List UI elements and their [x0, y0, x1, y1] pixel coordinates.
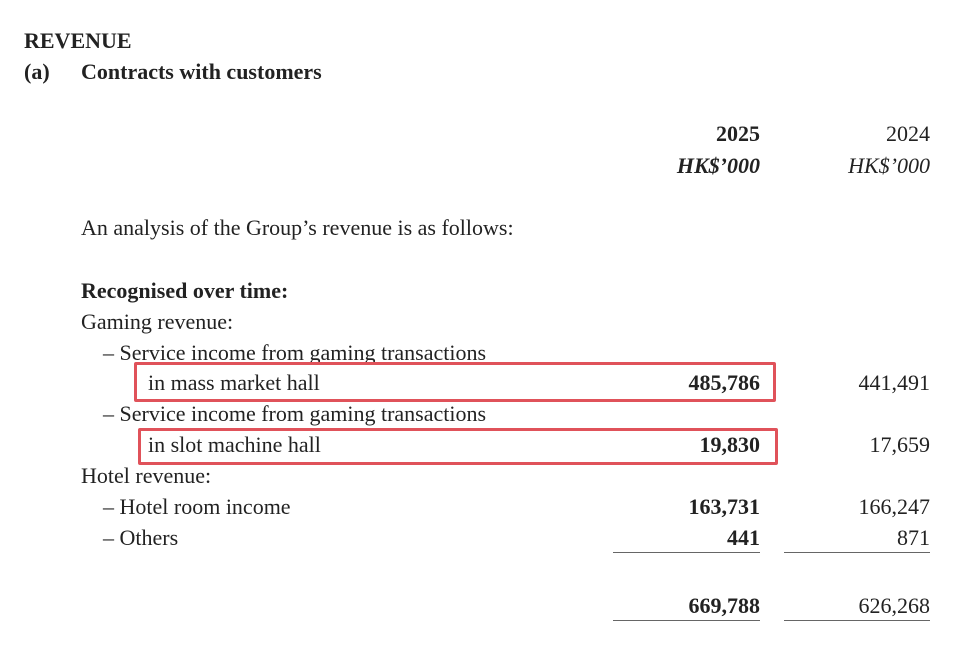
subtotal-rule-2025 [613, 552, 760, 553]
section-title: REVENUE [24, 28, 132, 53]
total-rule-2025 [613, 620, 760, 621]
mass-value-2025: 485,786 [688, 370, 760, 395]
slot-line2: in slot machine hall [148, 432, 321, 457]
mass-line2: in mass market hall [148, 370, 320, 395]
slot-line1: – Service income from gaming transactions [103, 401, 487, 426]
total-value-2025: 669,788 [688, 593, 760, 618]
recognised-heading: Recognised over time: [81, 278, 289, 303]
subtotal-rule-2024 [784, 552, 930, 553]
column-header-2024-unit: HK$’000 [848, 153, 930, 178]
others-value-2024: 871 [897, 525, 930, 550]
others-value-2025: 441 [727, 525, 760, 550]
subsection-title: Contracts with customers [81, 59, 322, 84]
mass-value-2024: 441,491 [858, 370, 930, 395]
column-header-2025-unit: HK$’000 [676, 153, 760, 178]
total-rule-2024 [784, 620, 930, 621]
subsection-marker: (a) [24, 59, 50, 84]
hotel-room-label: – Hotel room income [103, 494, 291, 519]
slot-value-2024: 17,659 [869, 432, 930, 457]
hotel-room-value-2024: 166,247 [858, 494, 930, 519]
intro-text: An analysis of the Group’s revenue is as follows: [81, 215, 514, 240]
mass-highlight-box [134, 362, 776, 402]
total-value-2024: 626,268 [858, 593, 930, 618]
hotel-heading: Hotel revenue: [81, 463, 212, 488]
hotel-room-value-2025: 163,731 [688, 494, 760, 519]
gaming-heading: Gaming revenue: [81, 309, 234, 334]
others-label: – Others [103, 525, 179, 550]
column-header-2025-year: 2025 [716, 121, 760, 146]
slot-value-2025: 19,830 [699, 432, 760, 457]
column-header-2024-year: 2024 [886, 121, 930, 146]
mass-line1: – Service income from gaming transactions [103, 340, 487, 365]
slot-highlight-box [138, 428, 778, 465]
